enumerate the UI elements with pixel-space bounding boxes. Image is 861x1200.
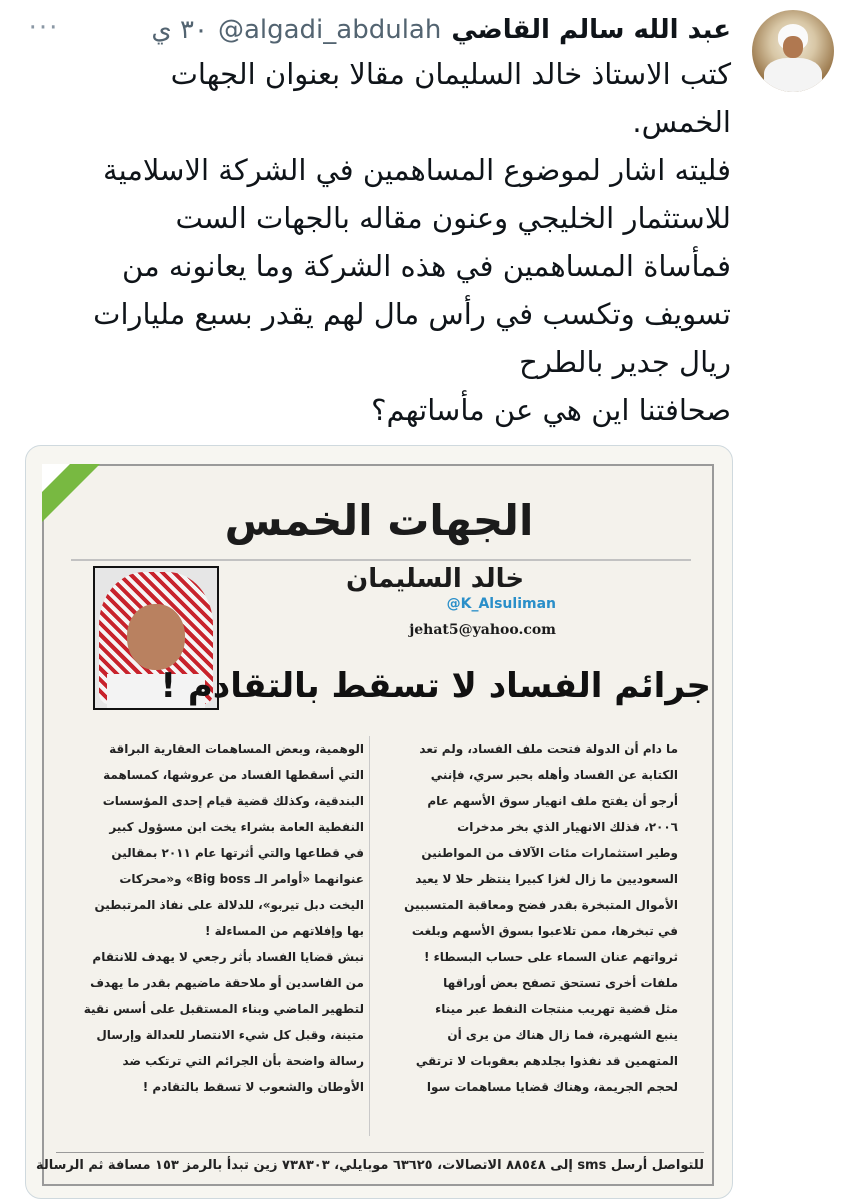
avatar[interactable] <box>752 10 834 92</box>
tweet-line: فمأساة المساهمين في هذه الشركة وما يعانونه من <box>122 249 731 283</box>
article-line: نبش قضايا الفساد بأثر رجعي لا يهدف للانتقام <box>92 950 364 964</box>
article-left-column <box>64 736 364 1100</box>
article-line: المتهمين قد نفذوا بجلدهم بعقوبات لا ترتقي <box>415 1054 678 1068</box>
tweet-line: الخمس. <box>632 105 731 139</box>
display-name[interactable]: عبد الله سالم القاضي <box>451 15 731 45</box>
article-line: لتطهير الماضي وبناء المستقبل على أسس نقية <box>83 1002 364 1016</box>
article-line: وطير استثمارات مئات الآلاف من المواطنين <box>421 846 678 860</box>
author-handle: @K_Alsuliman <box>446 596 556 612</box>
tweet-time[interactable]: ٣٠ ي <box>151 15 208 45</box>
author-face <box>127 604 185 670</box>
article-line: رسالة واضحة بأن الجرائم التي ترتكب ضد <box>122 1054 364 1068</box>
tweet-line: صحافتنا اين هي عن مأساتهم؟ <box>371 393 731 427</box>
avatar-face <box>783 36 803 58</box>
article-line: الوهمية، وبعض المساهمات العقارية البراقة <box>109 742 364 756</box>
article-line: الأوطان والشعوب لا تسقط بالتقادم ! <box>142 1080 364 1094</box>
author-name: خالد السليمان <box>346 564 525 594</box>
article-line: الكتابة عن الفساد وأهله بحبر سري، فإنني <box>430 768 678 782</box>
more-options-icon[interactable]: ··· <box>28 13 60 43</box>
article-line: ثرواتهم عنان السماء على حساب البسطاء ! <box>424 950 678 964</box>
article-line: أرجو أن يفتح ملف انهيار سوق الأسهم عام <box>427 794 678 808</box>
article-headline: جرائم الفساد لا تسقط بالتقادم ! <box>160 666 711 706</box>
article-line: اليخت دبل تيربو»، للدلالة على نفاذ المرتبطين <box>94 898 364 912</box>
article-line: ٢٠٠٦، فذلك الانهيار الذي بخر مدخرات <box>457 820 678 834</box>
tweet-line: ريال جدير بالطرح <box>519 345 731 379</box>
article-line: ملفات أخرى تستحق تصفح بعض أوراقها <box>443 976 678 990</box>
column-divider <box>369 736 370 1136</box>
tweet-header <box>151 10 731 50</box>
article-right-column <box>378 736 678 1100</box>
article-line: ينبع الشهيرة، فما زال هناك من يرى أن <box>447 1028 678 1042</box>
article-footer: للتواصل أرسل sms إلى ٨٨٥٤٨ الاتصالات، ٦٣٦٢٥ موبايلي، ٧٣٨٣٠٣ زين تبدأ بالرمز ١٥٣ مسافة ثم الرسالة <box>35 1158 704 1173</box>
article-line: لحجم الجريمة، وهناك قضايا مساهمات سوا <box>426 1080 678 1094</box>
article-line: من الفاسدين أو ملاحقة ماضيهم بقدر ما يهدف <box>90 976 364 990</box>
tweet-media-image[interactable] <box>25 445 733 1199</box>
article-line: البندقية، وكذلك قضية قيام إحدى المؤسسات <box>102 794 364 808</box>
tweet-line: كتب الاستاذ خالد السليمان مقالا بعنوان الجهات <box>170 57 731 91</box>
article-line: في تبخرها، ممن تلاعبوا بسوق الأسهم وبلغت <box>411 924 678 938</box>
article-line: الأموال المتبخرة بقدر فضح ومعاقبة المتسببين <box>404 898 678 912</box>
tweet-line: للاستثمار الخليجي وعنون مقاله بالجهات الست <box>175 201 731 235</box>
article-line: في قطاعها والتي أثرتها عام ٢٠١١ بمقالين <box>111 846 364 860</box>
tweet-line: تسويف وتكسب في رأس مال لهم يقدر بسبع مليارات <box>93 297 731 331</box>
footer-divider <box>56 1152 704 1153</box>
article-line: متينة، وقبل كل شيء الانتصار للعدالة وإرسال <box>96 1028 364 1042</box>
author-email: jehat5@yahoo.com <box>409 622 556 638</box>
article-line: التي أسقطها الفساد من عروشها، كمساهمة <box>103 768 364 782</box>
title-divider <box>71 559 691 561</box>
article-line: بها وإفلاتهم من المساءلة ! <box>204 924 364 938</box>
tweet-line: فليته اشار لموضوع المساهمين في الشركة الاسلامية <box>103 153 731 187</box>
article-line: عنوانهما «أوامر الـ Big boss» و«محركات <box>119 872 364 886</box>
article-line: ما دام أن الدولة فتحت ملف الفساد، ولم تعد <box>419 742 678 756</box>
user-handle[interactable]: @algadi_abdulah <box>217 15 442 45</box>
tweet-text <box>11 50 731 434</box>
column-title: الجهات الخمس <box>224 496 534 545</box>
article-line: النفطية العامة بشراء يخت ابن مسؤول كبير <box>109 820 364 834</box>
article-line: السعوديين ما زال لغزا كبيرا ينتظر حلا لا يعيد <box>415 872 678 886</box>
avatar-body <box>764 58 822 92</box>
article-line: مثل قضية تهريب منتجات النفط عبر ميناء <box>435 1002 678 1016</box>
